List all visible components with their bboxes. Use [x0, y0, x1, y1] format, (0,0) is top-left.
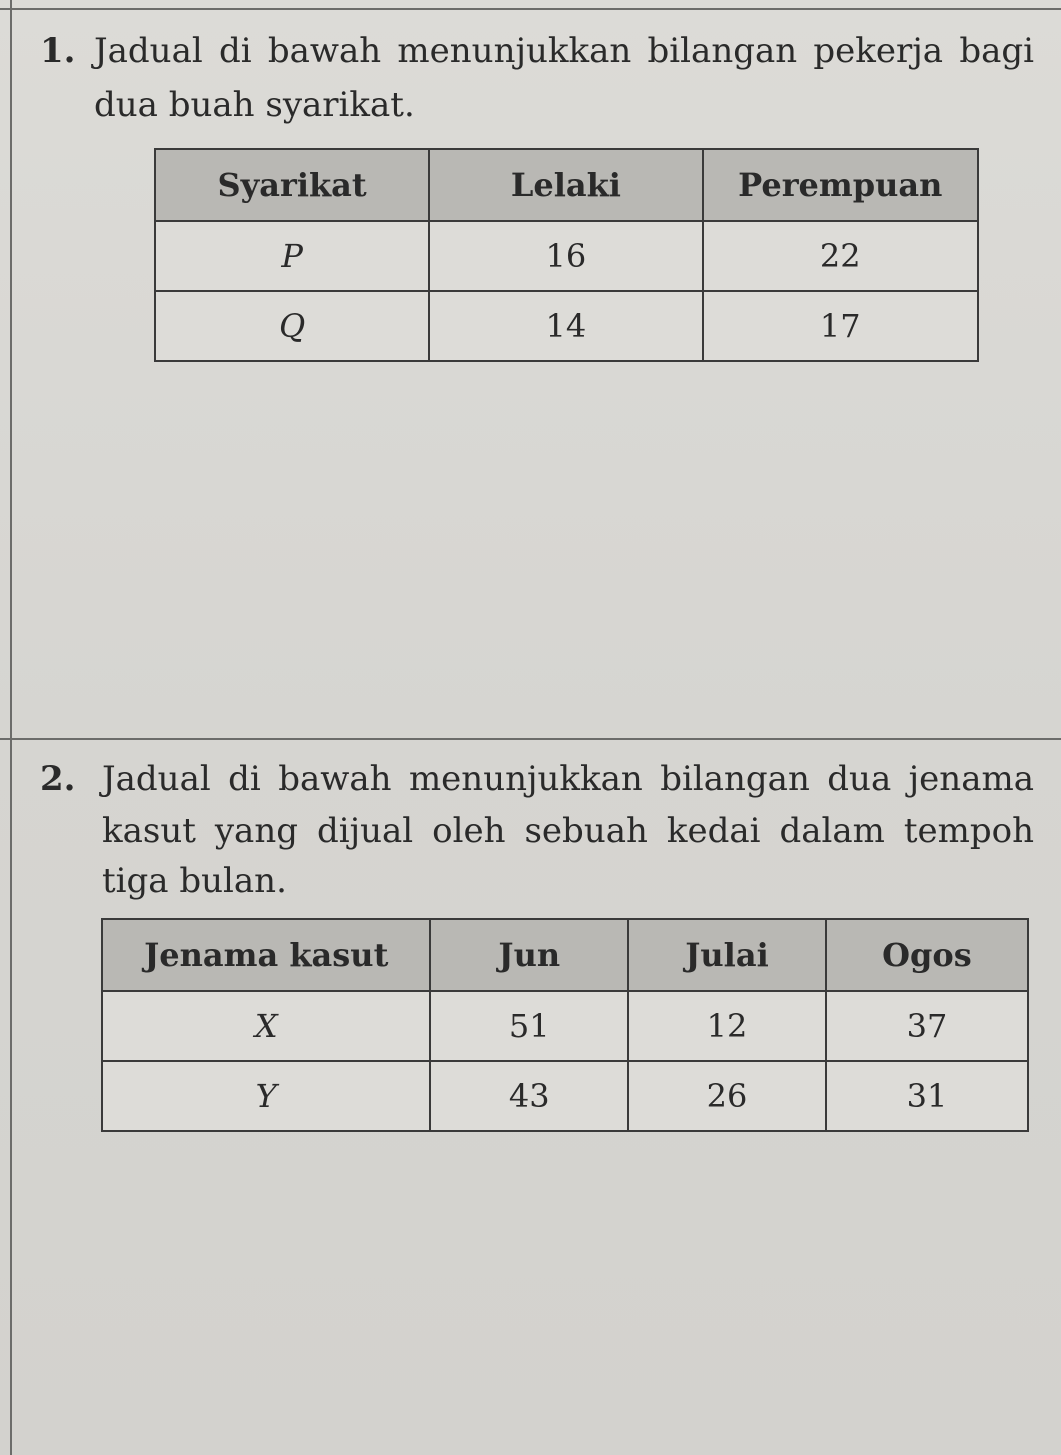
top-divider	[0, 8, 1061, 10]
header-syarikat: Syarikat	[155, 149, 429, 221]
table-row	[155, 291, 978, 361]
table-shoe-sales	[101, 918, 1029, 1132]
cell-value: 22	[703, 221, 978, 291]
question-1-line-2: dua buah syarikat.	[94, 85, 415, 125]
question-2-line-3: tiga bulan.	[102, 861, 287, 901]
cell-company: Q	[155, 291, 429, 361]
cell-value: 12	[628, 991, 826, 1061]
question-2-line-2: kasut yang dijual oleh sebuah kedai dalam tempoh	[102, 811, 1034, 851]
cell-company: P	[155, 221, 429, 291]
table-employees	[154, 148, 979, 362]
question-2-line-1: Jadual di bawah menunjukkan bilangan dua jenama	[102, 759, 1034, 799]
cell-value: 17	[703, 291, 978, 361]
cell-value: 43	[430, 1061, 628, 1131]
cell-value: 31	[826, 1061, 1028, 1131]
header-jenama-kasut: Jenama kasut	[102, 919, 430, 991]
table-row	[102, 1061, 1028, 1131]
table-row	[102, 991, 1028, 1061]
table-row	[155, 221, 978, 291]
header-lelaki: Lelaki	[429, 149, 702, 221]
header-perempuan: Perempuan	[703, 149, 978, 221]
cell-value: 16	[429, 221, 702, 291]
cell-value: 14	[429, 291, 702, 361]
cell-brand: Y	[102, 1061, 430, 1131]
table-header-row	[155, 149, 978, 221]
left-margin-line	[10, 0, 12, 1455]
question-1	[40, 26, 1035, 146]
header-julai: Julai	[628, 919, 826, 991]
question-1-number: 1.	[40, 31, 76, 71]
table-header-row	[102, 919, 1028, 991]
cell-value: 37	[826, 991, 1028, 1061]
cell-brand: X	[102, 991, 430, 1061]
header-jun: Jun	[430, 919, 628, 991]
cell-value: 51	[430, 991, 628, 1061]
question-2-number: 2.	[40, 759, 76, 799]
cell-value: 26	[628, 1061, 826, 1131]
question-1-line-1: Jadual di bawah menunjukkan bilangan pekerja bagi	[94, 31, 1034, 71]
header-ogos: Ogos	[826, 919, 1028, 991]
question-divider	[0, 738, 1061, 740]
question-2	[40, 754, 1035, 914]
